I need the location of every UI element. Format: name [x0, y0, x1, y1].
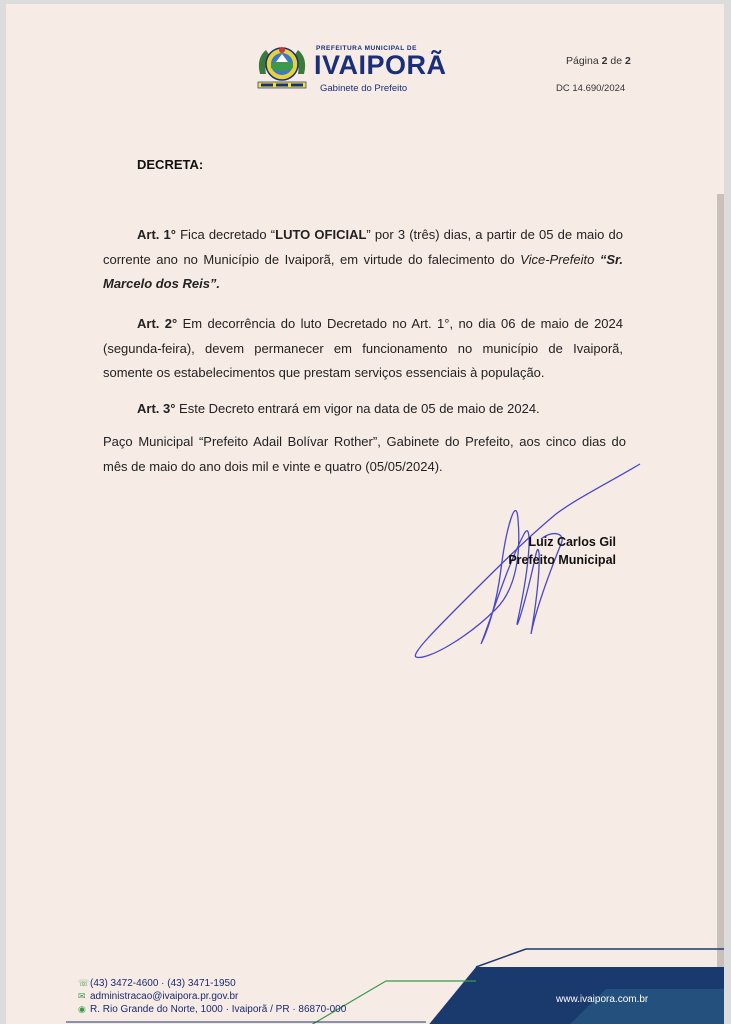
article-2-label: Art. 2° — [137, 316, 178, 331]
mail-icon: ✉ — [78, 991, 86, 1001]
article-3-label: Art. 3° — [137, 401, 176, 416]
phone-text: (43) 3472-4600 · (43) 3471-1950 — [90, 978, 236, 989]
org-small-label: PREFEITURA MUNICIPAL DE — [316, 45, 417, 52]
article-2-text: Em decorrência do luto Decretado no Art. 1°, no dia 06 de maio de 2024 (segunda-feira), devem permanecer em funcionamento no município de Ivaiporã, somente os estabelecimentos que prestam serviços essenciais à população. — [103, 316, 623, 380]
address-text: R. Rio Grande do Norte, 1000 · Ivaiporã / PR · 86870-000 — [90, 1004, 347, 1015]
luto-oficial-text: LUTO OFICIAL — [275, 227, 367, 242]
document-page — [6, 4, 724, 1024]
city-coat-of-arms-logo — [252, 40, 312, 94]
article-2 — [103, 312, 623, 386]
footer-phone — [78, 977, 236, 990]
page-of: de — [610, 55, 623, 67]
footer-address — [78, 1003, 346, 1016]
footer-email — [78, 990, 238, 1003]
deceased-name: “Sr. Marcelo dos Reis”. — [103, 251, 623, 291]
signatory-name: Luiz Carlos Gil — [528, 535, 616, 549]
location-pin-icon: ◉ — [78, 1004, 86, 1014]
article-1 — [103, 223, 623, 297]
closing-paragraph: Paço Municipal “Prefeito Adail Bolívar Rother”, Gabinete do Prefeito, aos cinco dias do mês de maio do ano dois mil e vinte e quatro (05/05/2024). — [103, 434, 626, 474]
signatory-block — [506, 533, 616, 569]
article-3-text: Este Decreto entrará em vigor na data de 05 de maio de 2024. — [175, 401, 540, 416]
signatory-title: Prefeito Municipal — [508, 553, 616, 567]
page-current: 2 — [601, 55, 608, 67]
document-code: DC 14.690/2024 — [556, 83, 626, 94]
phone-icon: ☏ — [78, 978, 90, 988]
org-name: IVAIPORÃ — [314, 50, 447, 80]
page-prefix: Página — [566, 55, 599, 67]
decreta-heading: DECRETA: — [137, 157, 204, 172]
email-text: administracao@ivaipora.pr.gov.br — [90, 991, 239, 1002]
article-1-text-a: Fica decretado “ — [175, 227, 276, 242]
article-1-text-b: ” por 3 (três) dias, a partir de 05 de maio do corrente ano no Município de Ivaiporã, em virtude do falecimento do — [103, 227, 624, 267]
footer-website: www.ivaipora.com.br — [556, 994, 649, 1005]
page-edge-shadow — [717, 194, 724, 1024]
article-3 — [103, 397, 623, 422]
page-number — [566, 55, 631, 67]
page-total: 2 — [625, 55, 631, 67]
article-1-label: Art. 1° — [137, 227, 176, 242]
vice-prefeito-text: Vice-Prefeito — [520, 251, 595, 267]
org-subtitle: Gabinete do Prefeito — [320, 83, 408, 94]
